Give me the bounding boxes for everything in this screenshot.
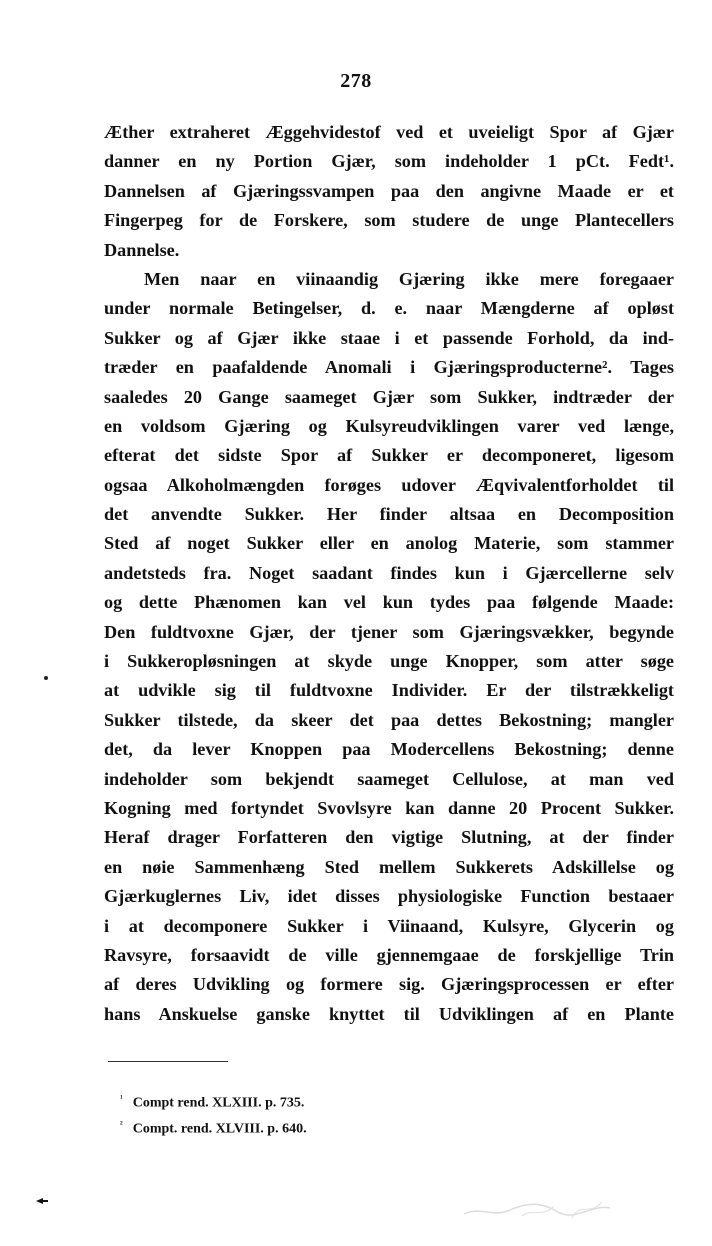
text-line: at udvikle sig til fuldtvoxne Individer. Er der tilstrækkeligt: [104, 680, 674, 701]
text-line: Kogning med fortyndet Svovlsyre kan danne 20 Procent Sukker.: [104, 797, 674, 818]
text-line: og dette Phænomen kan vel kun tydes paa følgende Maade:: [104, 592, 674, 613]
text-line: Men naar en viinaandig Gjæring ikke mere foregaaer: [144, 268, 674, 289]
library-stamp-watermark: [462, 1196, 612, 1222]
text-line: andetsteds fra. Noget saadant findes kun i Gjærcellerne selv: [104, 562, 674, 583]
page-number: 278: [340, 70, 372, 92]
text-line: hans Anskuelse ganske knyttet til Udviklingen af en Plante: [104, 1003, 674, 1024]
text-line: en voldsom Gjæring og Kulsyreudviklingen varer ved længe,: [104, 415, 674, 436]
footnote-marker: ¹: [120, 1093, 123, 1103]
text-line: i at decomponere Sukker i Viinaand, Kulsyre, Glycerin og: [104, 915, 674, 936]
footnotes: [120, 1088, 307, 1139]
footnote-marker: ²: [120, 1118, 123, 1129]
text-line: Gjærkuglernes Liv, idet disses physiologiske Function bestaaer: [104, 886, 674, 907]
text-line: saaledes 20 Gange saameget Gjær som Sukker, indtræder der: [104, 386, 674, 407]
text-line: Æther extraheret Æggehvidestof ved et uveieligt Spor af Gjær: [104, 122, 674, 142]
text-line: Den fuldtvoxne Gjær, der tjener som Gjæringsvækker, begynde: [104, 621, 674, 642]
text-line: Dannelse.: [104, 239, 180, 260]
text-line: Sted af noget Sukker eller en anolog Materie, som stammer: [104, 533, 674, 554]
text-line: det, da lever Knoppen paa Modercellens Bekostning; denne: [104, 739, 674, 760]
footnote: [120, 1088, 307, 1114]
footnote-text: Compt rend. XLXIII. p. 735.: [132, 1095, 305, 1111]
text-line: Fingerpeg for de Forskere, som studere de unge Plantecellers: [104, 210, 674, 231]
text-line: Heraf drager Forfatteren den vigtige Slutning, at der finder: [104, 827, 674, 848]
text-line: en nøie Sammenhæng Sted mellem Sukkerets Adskillelse og: [104, 856, 674, 877]
text-line: Dannelsen af Gjæringssvampen paa den angivne Maade er et: [104, 180, 674, 201]
margin-ink-dot: [44, 676, 48, 680]
text-line: Ravsyre, forsaavidt de ville gjennemgaae de forskjellige Trin: [104, 944, 674, 965]
text-line: Sukker og af Gjær ikke staae i et passende Forhold, da ind-: [104, 327, 674, 348]
text-line: efterat det sidste Spor af Sukker er decomponeret, ligesom: [104, 445, 674, 466]
footnote-text: Compt. rend. XLVIII. p. 640.: [132, 1121, 307, 1137]
body-text: [104, 118, 674, 1029]
footnote: [120, 1114, 307, 1140]
text-line: ogsaa Alkoholmængden forøges udover Æqvivalentforholdet til: [104, 474, 674, 495]
text-line: det anvendte Sukker. Her finder altsaa en Decomposition: [104, 504, 674, 525]
footnote-divider: [108, 1061, 228, 1062]
text-line: indeholder som bekjendt saameget Cellulose, at man ved: [104, 768, 674, 789]
text-line: Sukker tilstede, da skeer det paa dettes Bekostning; mangler: [104, 709, 674, 730]
text-line: af deres Udvikling og formere sig. Gjæringsprocessen er efter: [104, 974, 674, 995]
margin-ink-mark: [36, 1197, 48, 1205]
text-line: danner en ny Portion Gjær, som indeholder 1 pCt. Fedt¹.: [104, 151, 674, 172]
text-line: træder en paafaldende Anomali i Gjæringsproducterne². Tages: [104, 357, 674, 378]
text-line: under normale Betingelser, d. e. naar Mængderne af opløst: [104, 298, 674, 319]
text-line: i Sukkeropløsningen at skyde unge Knopper, som atter søge: [104, 651, 674, 672]
